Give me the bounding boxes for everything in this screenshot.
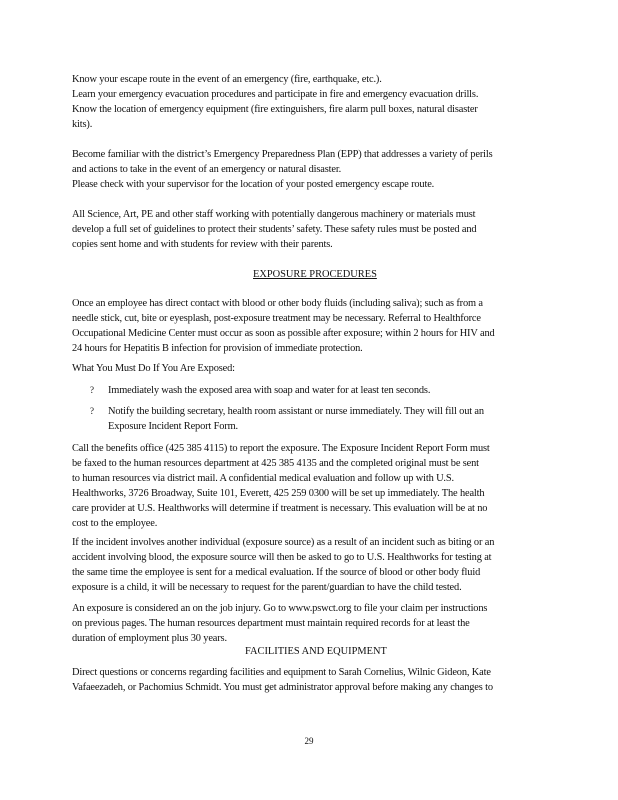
text-line: An exposure is considered an on the job injury. Go to www.pswct.org to file your claim per instructions <box>72 603 488 614</box>
text-line: duration of employment plus 30 years. <box>72 633 227 644</box>
text-line: Please check with your supervisor for the location of your posted emergency escape route. <box>72 179 435 190</box>
page-number: 29 <box>304 736 314 746</box>
text-line: kits). <box>72 119 93 130</box>
text-line: Vafaeezadeh, or Pachomius Schmidt. You must get administrator approval before making any changes to <box>72 682 493 693</box>
text-line: Occupational Medicine Center must occur as soon as possible after exposure; within 2 hours for HIV and <box>72 328 495 339</box>
text-line: Learn your emergency evacuation procedures and participate in fire and emergency evacuation drills. <box>72 89 479 100</box>
text-line: Once an employee has direct contact with blood or other body fluids (including saliva); such as from a <box>72 298 483 309</box>
bullet-marker: ? <box>90 406 94 416</box>
text-line: Know your escape route in the event of an emergency (fire, earthquake, etc.). <box>72 74 382 85</box>
section-heading-exposure: EXPOSURE PROCEDURES <box>253 269 377 280</box>
text-line: develop a full set of guidelines to protect their students’ safety. These safety rules must be posted and <box>72 224 477 235</box>
text-line: Become familiar with the district’s Emergency Preparedness Plan (EPP) that addresses a variety of perils <box>72 149 493 160</box>
text-line: exposure is a child, it will be necessary to request for the parent/guardian to have the child tested. <box>72 582 462 593</box>
text-line: 24 hours for Hepatitis B infection for provision of immediate protection. <box>72 343 363 354</box>
bullet-item: Immediately wash the exposed area with soap and water for at least ten seconds. <box>108 385 431 396</box>
text-line: Direct questions or concerns regarding facilities and equipment to Sarah Cornelius, Wilnic Gideon, Kate <box>72 667 491 678</box>
text-line: accident involving blood, the exposure source will then be asked to go to U.S. Healthworks for testing at <box>72 552 492 563</box>
text-line: care provider at U.S. Healthworks will determine if treatment is necessary. This evaluation will be at no <box>72 503 488 514</box>
subheading-exposed: What You Must Do If You Are Exposed: <box>72 363 235 374</box>
section-heading-facilities: FACILITIES AND EQUIPMENT <box>245 646 387 657</box>
text-line: on previous pages. The human resources department must maintain required records for at least the <box>72 618 470 629</box>
text-line: copies sent home and with students for review with their parents. <box>72 239 333 250</box>
text-line: to human resources via district mail. A confidential medical evaluation and follow up with U.S. <box>72 473 454 484</box>
text-line: and actions to take in the event of an emergency or natural disaster. <box>72 164 342 175</box>
text-line: All Science, Art, PE and other staff working with potentially dangerous machinery or materials must <box>72 209 476 220</box>
bullet-marker: ? <box>90 385 94 395</box>
text-line: cost to the employee. <box>72 518 158 529</box>
bullet-item-continued: Exposure Incident Report Form. <box>108 421 238 432</box>
text-line: Call the benefits office (425 385 4115) to report the exposure. The Exposure Incident Report Form must <box>72 443 490 454</box>
text-line: Healthworks, 3726 Broadway, Suite 101, Everett, 425 259 0300 will be set up immediately. The health <box>72 488 485 499</box>
text-line: needle stick, cut, bite or eyesplash, post-exposure treatment may be necessary. Referral to Healthforce <box>72 313 481 324</box>
text-line: If the incident involves another individual (exposure source) as a result of an incident such as biting or an <box>72 537 495 548</box>
text-line: be faxed to the human resources department at 425 385 4135 and the completed original must be sent <box>72 458 479 469</box>
text-line: Know the location of emergency equipment (fire extinguishers, fire alarm pull boxes, natural disaster <box>72 104 478 115</box>
text-line: the same time the employee is sent for a medical evaluation. If the source of blood or other body fluid <box>72 567 481 578</box>
bullet-item: Notify the building secretary, health room assistant or nurse immediately. They will fill out an <box>108 406 484 417</box>
